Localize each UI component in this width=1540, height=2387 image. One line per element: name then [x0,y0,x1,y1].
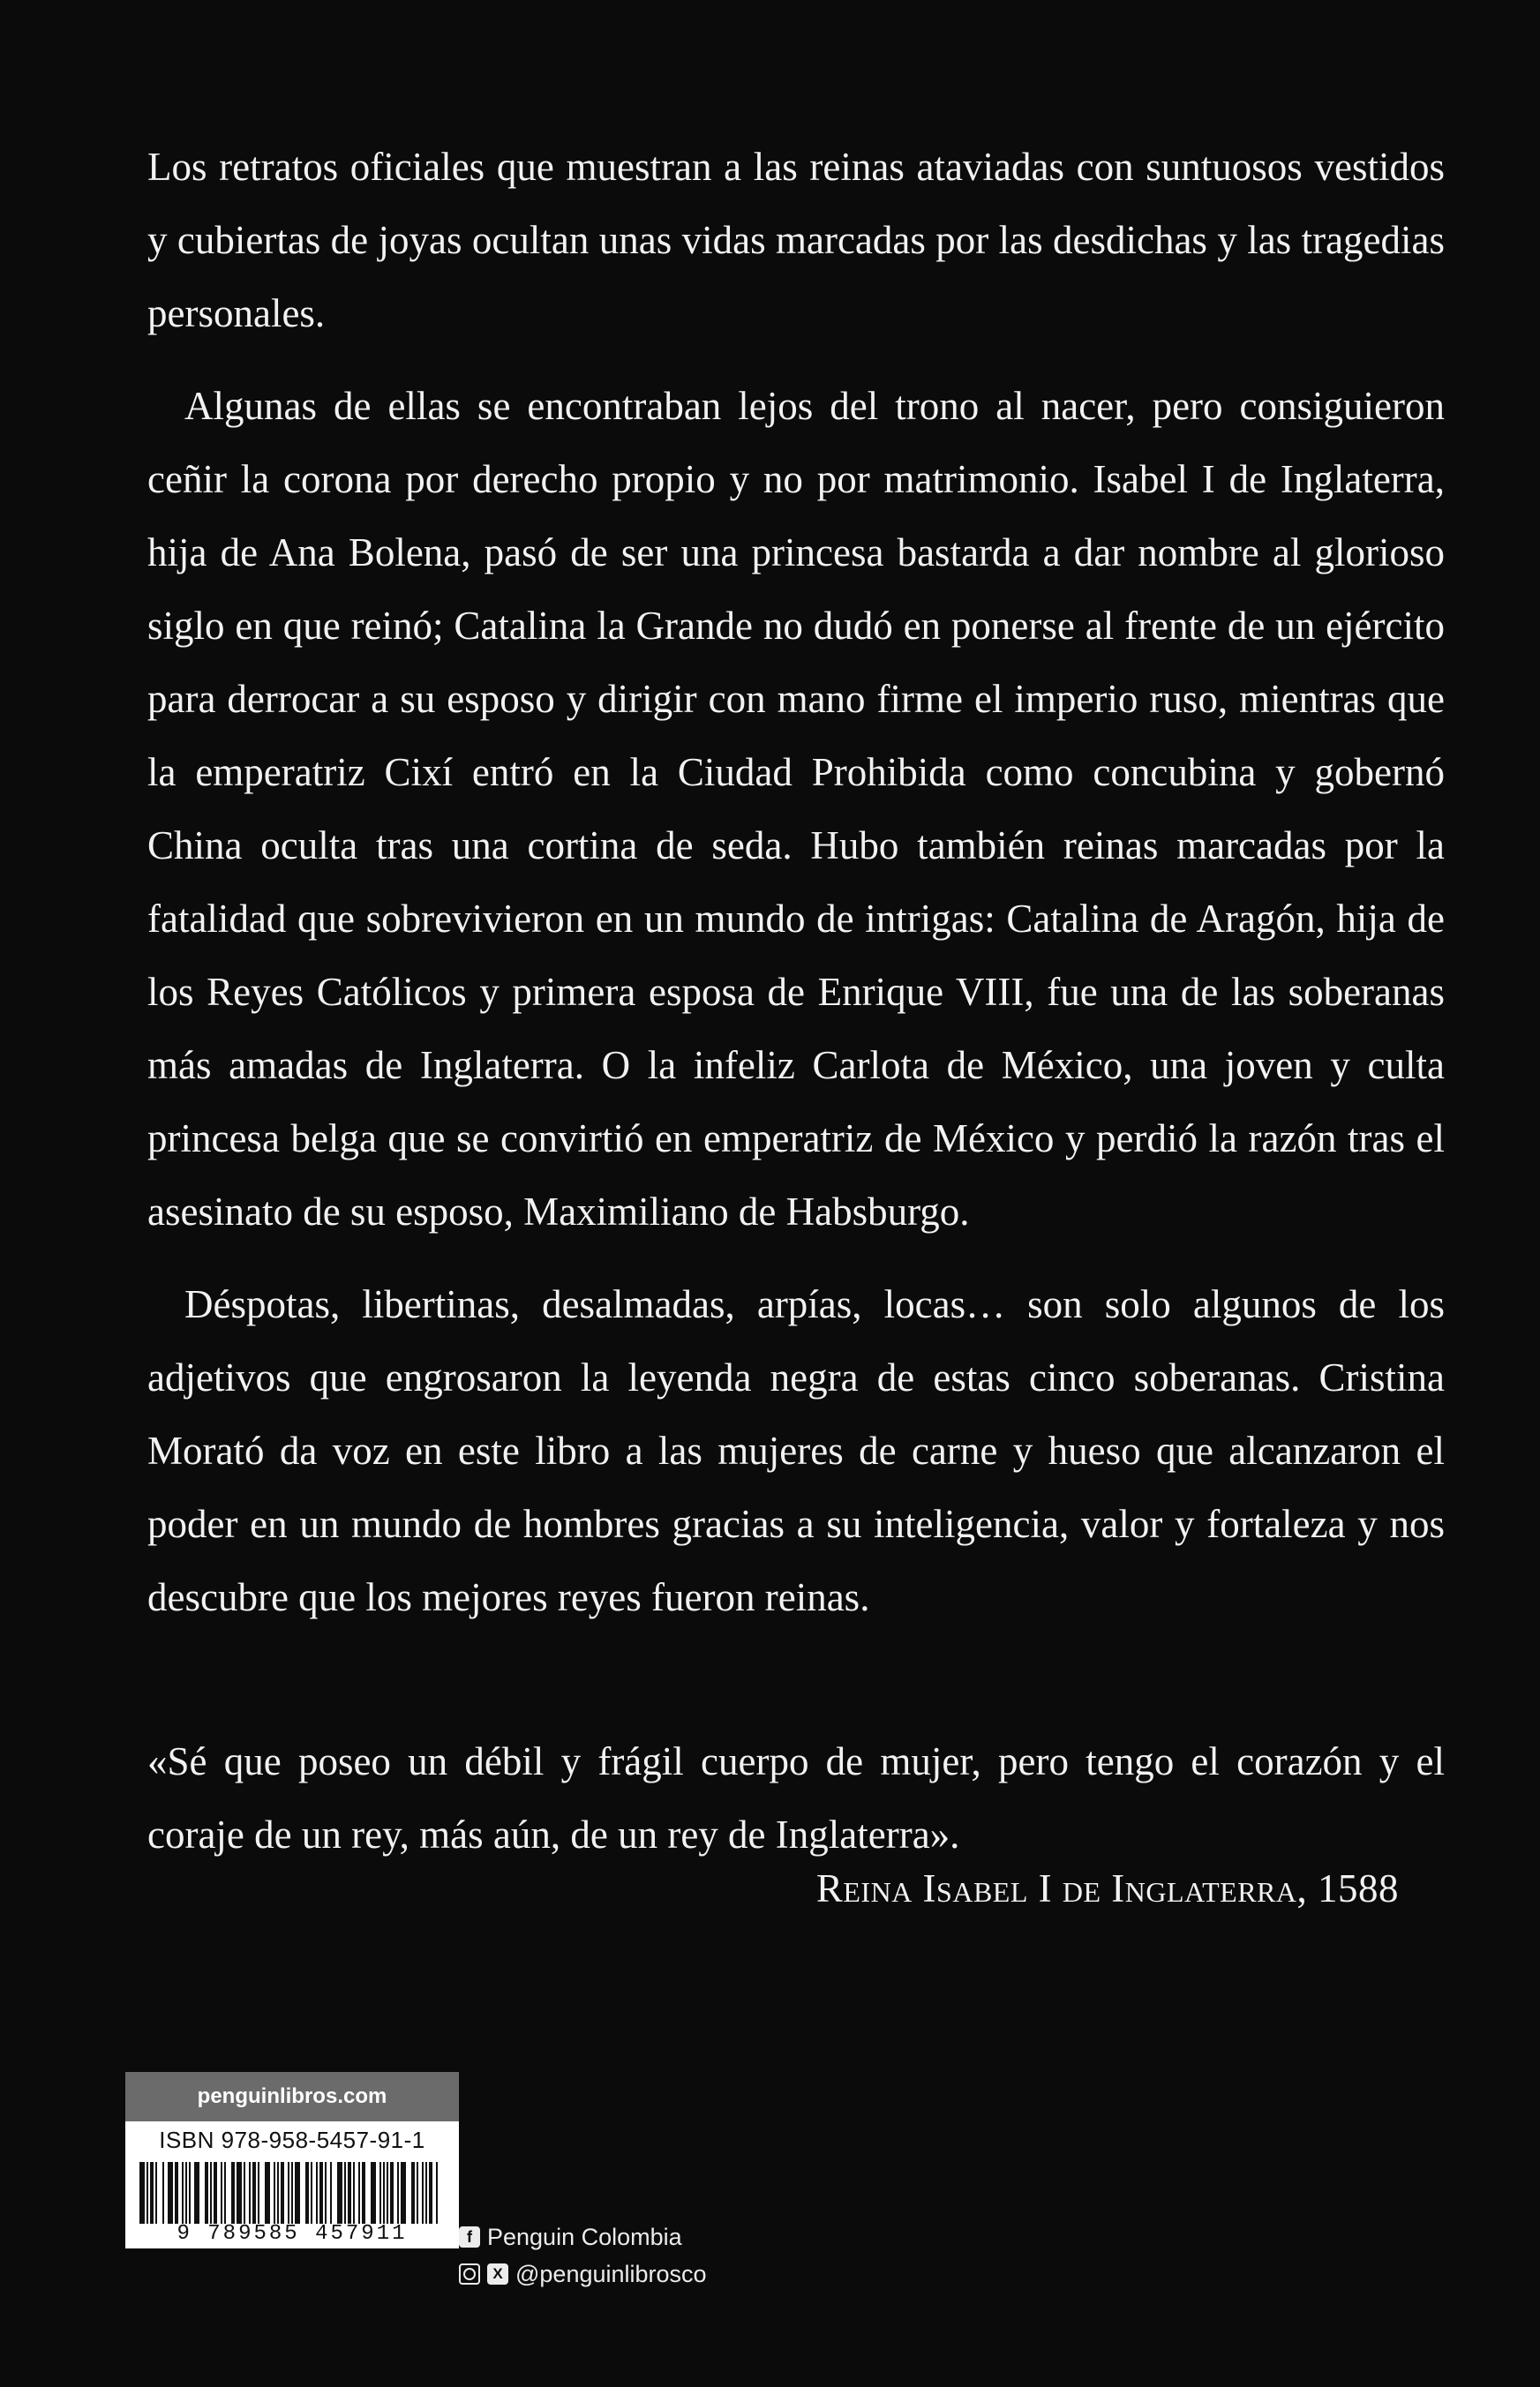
barcode-bar [295,2162,300,2224]
barcode-bar [344,2162,346,2224]
barcode-bar [189,2162,191,2224]
barcode-bar [168,2162,173,2224]
facebook-label: Penguin Colombia [487,2223,682,2250]
barcode-bar [277,2162,279,2224]
barcode-bar [379,2162,381,2224]
barcode-bar [330,2162,332,2224]
epigraph-quote: «Sé que poseo un débil y frágil cuerpo de mujer, pero tengo el corazón y el coraje de un rey, más aún, de un rey de Inglaterra». [147,1739,1445,1857]
barcode-bar [288,2162,289,2224]
barcode-bar [417,2162,418,2224]
barcode-bar [387,2162,388,2224]
barcode-bar [353,2162,355,2224]
barcode-bar [252,2162,256,2224]
publisher-website: penguinlibros.com [125,2072,459,2121]
barcode-bar [185,2162,187,2224]
barcode-bar [358,2162,360,2224]
barcode-bar [401,2162,406,2224]
barcode-bar [274,2162,275,2224]
barcode-bar [429,2162,432,2224]
barcode-bar [411,2162,415,2224]
social-links [459,2219,707,2293]
barcode-bar [319,2162,323,2224]
blurb-paragraph-1: Los retratos oficiales que muestran a las reinas ataviadas con suntuosos vestidos y cubiertas de joyas ocultan unas vidas marcadas por las desdichas y las tragedias personales. [147,145,1445,335]
barcode-bar [231,2162,235,2224]
x-icon: X [487,2263,508,2285]
barcode-bar [281,2162,284,2224]
barcode-bar [205,2162,208,2224]
quote-attribution: Reina Isabel I de Inglaterra, 1588 [815,1866,1399,1910]
barcode-bar [146,2162,148,2224]
facebook-row [459,2219,707,2255]
barcode-bar [362,2162,365,2224]
barcode-bar [390,2162,394,2224]
barcode-bar [139,2162,145,2224]
barcode-bar [162,2162,164,2224]
isbn-label: ISBN 978-958-5457-91-1 [159,2127,425,2153]
barcode-bar [337,2162,342,2224]
barcode-bar [221,2162,222,2224]
instagram-x-row [459,2256,707,2292]
blurb-paragraph-2: Algunas de ellas se encontraban lejos del trono al nacer, pero consiguieron ceñir la corona por derecho propio y no por matrimonio. Isabel I de Inglaterra, hija de Ana Bolena, pasó de ser una princesa bastarda a dar nombre al glorioso siglo en que reinó; Catalina la Grande no dudó en ponerse al frente de un ejército para derrocar a su esposo y dirigir con mano firme el imperio ruso, mientras que la emperatriz Cixí entró en la Ciudad Prohibida como concubina y gobernó China oculta tras una cortina de seda. Hubo también reinas marcadas por la fatalidad que sobrevivieron en un mundo de intrigas: Catalina de Aragón, hija de los Reyes Católicos y primera esposa de Enrique VIII, fue una de las soberanas más amadas de Inglaterra. O la infeliz Carlota de México, una joven y culta princesa belga que se convirtió en emperatriz de México y perdió la razón tras el asesinato de su esposo, Maximiliano de Habsburgo. [147,384,1445,1234]
barcode-bar [325,2162,327,2224]
barcode-bar [224,2162,226,2224]
barcode-bar [210,2162,212,2224]
barcode-bar [436,2162,438,2224]
barcode-bar [291,2162,293,2224]
barcode-bar [249,2162,251,2224]
barcode-bar [348,2162,351,2224]
barcode-bar [214,2162,217,2224]
back-cover-blurb [147,131,1445,1654]
facebook-icon: f [459,2226,480,2248]
barcode-box [125,2072,459,2248]
barcode-bar [194,2162,199,2224]
barcode-digits: 9 789585 457911 [177,2222,408,2246]
barcode-bar [316,2162,318,2224]
barcode-bar [244,2162,245,2224]
barcode-bar [258,2162,259,2224]
barcode-bar [397,2162,399,2224]
barcode-bar [311,2162,312,2224]
instagram-icon [459,2263,480,2285]
barcode-bar [422,2162,424,2224]
barcode-bar [425,2162,427,2224]
social-handle: @penguinlibrosco [515,2260,707,2287]
blurb-paragraph-3: Déspotas, libertinas, desalmadas, arpías, locas… son solo algunos de los adjetivos que engrosaron la leyenda negra de estas cinco soberanas. Cristina Morató da voz en este libro a las mujeres de carne y hueso que alcanzaron el poder en un mundo de hombres gracias a su inteligencia, valor y fortaleza y nos descubre que los mejores reyes fueron reinas. [147,1282,1445,1619]
barcode-bar [265,2162,270,2224]
barcode-bar [182,2162,184,2224]
barcode-bar [155,2162,157,2224]
barcode-bar [150,2162,154,2224]
barcode-bar [237,2162,242,2224]
barcode-bars [139,2162,445,2224]
barcode-bar [305,2162,309,2224]
barcode-bar [371,2162,376,2224]
barcode-bar [175,2162,178,2224]
barcode-bar [383,2162,385,2224]
